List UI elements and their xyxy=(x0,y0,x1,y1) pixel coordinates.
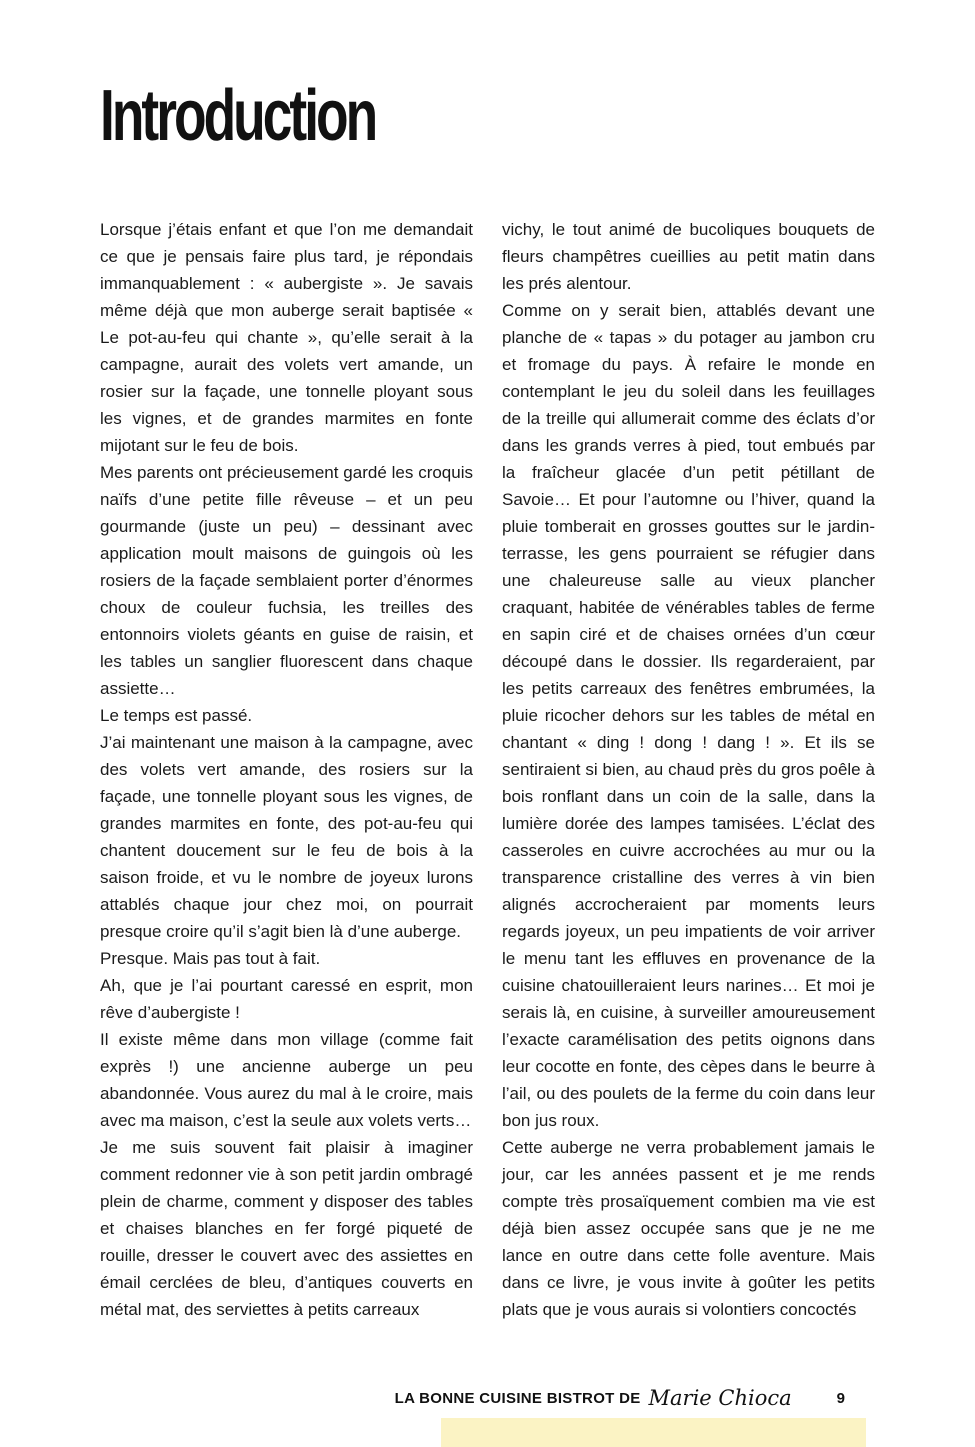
paragraph: Lorsque j’étais enfant et que l’on me demandait ce que je pensais faire plus tard, je répondais immanquablement : « aubergiste ». Je savais même déjà que mon auberge serait baptisée « Le pot-au-feu qui chante », qu’elle serait à la campagne, aurait des volets vert amande, un rosier sur la façade, une tonnelle ployant sous les vignes, et de grandes marmites en fonte mijotant sur le feu de bois. xyxy=(100,220,473,455)
paragraph: vichy, le tout animé de bucoliques bouquets de fleurs champêtres cueillies au petit matin dans les prés alentour. xyxy=(502,220,875,293)
paragraph: Mes parents ont précieusement gardé les croquis naïfs d’une petite fille rêveuse – et un peu gourmande (juste un peu) – dessinant avec application moult maisons de guingois où les rosiers de la façade semblaient porter d’énormes choux de couleur fuchsia, les treilles des entonnoirs violets géants en guise de raisin, et les tables un sanglier fluorescent dans chaque assiette… xyxy=(100,463,473,698)
page-number: 9 xyxy=(836,1389,845,1407)
paragraph: Je me suis souvent fait plaisir à imaginer comment redonner vie à son petit jardin ombragé plein de charme, comment y disposer des tables et chaises blanches en fer forgé piqueté de rouille, dresser le couvert avec des assiettes en émail cerclées de bleu, d’antiques couverts en métal mat, des serviettes à petits carreaux xyxy=(100,1138,473,1319)
text-column-left xyxy=(100,216,473,1323)
paragraph: Presque. Mais pas tout à fait. xyxy=(100,949,321,968)
paragraph: J’ai maintenant une maison à la campagne, avec des volets vert amande, des rosiers sur la façade, une tonnelle ployant sous les vignes, de grandes marmites en fonte, des pot-au-feu qui chantent doucement sur le feu de bois à la saison froide, et vu le nombre de joyeux lurons attablés chaque jour chez moi, on pourrait presque croire qu’il s’agit bien là d’une auberge. xyxy=(100,733,473,941)
paragraph: Ah, que je l’ai pourtant caressé en esprit, mon rêve d’aubergiste ! xyxy=(100,976,473,1022)
page-title: Introduction xyxy=(100,76,376,156)
paragraph: Comme on y serait bien, attablés devant une planche de « tapas » du potager au jambon cru et fromage du pays. À refaire le monde en contemplant le jeu du soleil dans les feuillages de la treille qui allumerait comme des éclats d’or dans les grands verres à pied, tout embués par la fraîcheur glacée d’un petit pétillant de Savoie… Et pour l’automne ou l’hiver, quand la pluie tomberait en grosses gouttes sur le jardin-terrasse, les gens pourraient se réfugier dans une chaleureuse salle au vieux plancher craquant, habitée de vénérables tables de ferme en sapin ciré et de chaises ornées d’un cœur découpé dans le dossier. Ils regarderaient, par les petits carreaux des fenêtres embrumées, la pluie ricocher dehors sur les tables de métal en chantant « ding ! dong ! dang ! ». Et ils se sentiraient si bien, au chaud près du gros poêle à bois ronflant dans un coin de la salle, dans la lumière dorée des lampes tamisées. L’éclat des casseroles en cuivre accrochées au mur ou la transparence cristalline des verres à vin bien alignés accrocheraient par moments leurs regards joyeux, un peu impatients de voir arriver le menu tant les effluves en provenance de la cuisine chatouilleraient leurs narines… Et moi je serais là, en cuisine, à surveiller amoureusement l’exacte caramélisation des petits oignons dans leur cocotte en fonte, des cèpes dans le beurre à l’ail, ou des poulets de la ferme du coin dans leur bon jus roux. xyxy=(502,301,875,1130)
footer-brand: LA BONNE CUISINE BISTROT DE xyxy=(394,1389,641,1407)
author-signature: Marie Chioca xyxy=(648,1386,792,1410)
paragraph: Le temps est passé. xyxy=(100,706,253,725)
text-column-right xyxy=(502,216,875,1323)
footer-color-band xyxy=(441,1418,866,1447)
paragraph: Cette auberge ne verra probablement jamais le jour, car les années passent et je me rends compte très prosaïquement combien ma vie est déjà bien assez occupée sans que je ne me lance en outre dans cette folle aventure. Mais dans ce livre, je vous invite à goûter les petits plats que je vous aurais si volontiers concoctés xyxy=(502,1138,875,1319)
page-footer xyxy=(395,1383,845,1413)
paragraph: Il existe même dans mon village (comme fait exprès !) une ancienne auberge un peu abandonnée. Vous aurez du mal à le croire, mais avec ma maison, c’est la seule aux volets verts… xyxy=(100,1030,473,1130)
